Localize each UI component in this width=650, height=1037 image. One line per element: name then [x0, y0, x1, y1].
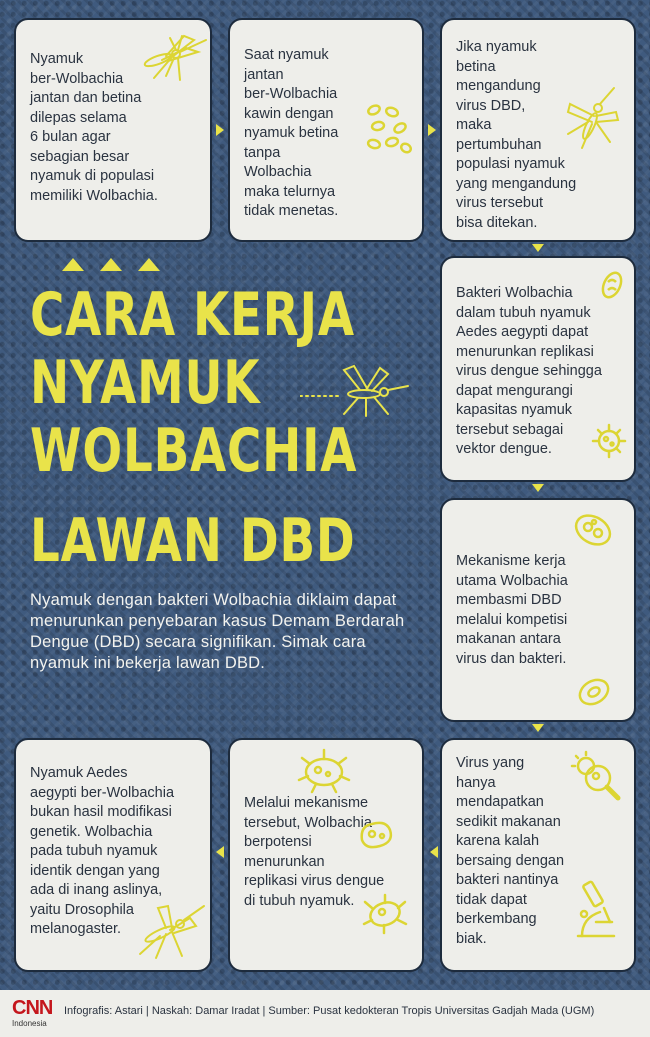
page-title-line-1: CARA KERJA	[30, 280, 355, 350]
step-card-5	[440, 498, 636, 722]
page-title-line-2: NYAMUK	[30, 348, 261, 418]
step-text-7: Melalui mekanisme tersebut, Wolbachia berpotensi menurunkan replikasi virus dengue di tubuh nyamuk.	[244, 795, 385, 909]
step-text-8: Nyamuk Aedes aegypti ber-Wolbachia bukan hasil modifikasi genetik. Wolbachia pada tubuh nyamuk identik dengan yang ada di inang aslinya, yaitu Drosophila melanogaster.	[30, 765, 175, 937]
decor-triangle	[100, 258, 122, 271]
step-text-6: Virus yang hanya mendapatkan sedikit makanan karena kalah bersaing dengan bakteri nantinya tidak dapat berkembang biak.	[456, 755, 565, 947]
mosquito-icon	[134, 900, 208, 960]
step-card-6	[440, 738, 636, 972]
magnifier-icon	[570, 750, 624, 804]
step-card-8	[14, 738, 212, 972]
credits-text: Infografis: Astari | Naskah: Damar Iradat | Sumber: Pusat kedokteran Tropis Universitas Gadjah Mada (UGM)	[64, 1005, 595, 1017]
eggs-icon	[364, 102, 414, 158]
flow-arrow-1	[216, 124, 224, 136]
bacteria-icon	[598, 268, 626, 302]
step-card-4	[440, 256, 636, 482]
flow-arrow-7	[216, 846, 224, 858]
step-card-1	[14, 18, 212, 242]
step-text-4: Bakteri Wolbachia dalam tubuh nyamuk Aedes aegypti dapat menurunkan replikasi virus dengue sehingga dapat mengurangi kapasitas nyamuk tersebut sebagai vektor dengue.	[456, 285, 602, 457]
flow-arrow-2	[428, 124, 436, 136]
page-title-line-4: LAWAN DBD	[30, 506, 356, 576]
flow-arrow-6	[430, 846, 438, 858]
step-card-7	[228, 738, 424, 972]
cnn-indonesia-logo: CNN Indonesia	[12, 997, 53, 1028]
footer-bar	[0, 990, 650, 1037]
flow-arrow-5	[532, 724, 544, 732]
decor-triangle	[138, 258, 160, 271]
step-text-5: Mekanisme kerja utama Wolbachia membasmi DBD melalui kompetisi makanan antara virus dan bakteri.	[456, 553, 568, 667]
mosquito-icon	[136, 30, 210, 86]
flow-arrow-4	[532, 484, 544, 492]
flow-arrow-3	[532, 244, 544, 252]
microscope-icon	[570, 878, 620, 944]
bacteria-icon	[576, 674, 612, 710]
step-card-3	[440, 18, 636, 242]
intro-paragraph: Nyamuk dengan bakteri Wolbachia diklaim dapat menurunkan penyebaran kasus Demam Berdarah Dengue (DBD) secara signifikan. Simak cara nyamuk ini bekerja lawan DBD.	[30, 591, 405, 672]
bacteria-icon	[572, 510, 614, 550]
mosquito-icon	[560, 82, 622, 156]
virus-icon	[296, 744, 352, 796]
decor-triangle	[62, 258, 84, 271]
bacteria-icon	[356, 816, 396, 852]
step-text-3: Jika nyamuk betina mengandung virus DBD, maka pertumbuhan populasi nyamuk yang mengandung virus tersebut bisa ditekan.	[456, 39, 577, 231]
page-title-line-3: WOLBACHIA	[30, 416, 358, 486]
step-card-2	[228, 18, 424, 242]
virus-icon	[360, 890, 410, 936]
step-text-2: Saat nyamuk jantan ber-Wolbachia kawin dengan nyamuk betina tanpa Wolbachia maka telurnya tidak menetas.	[244, 47, 339, 219]
virus-icon	[590, 422, 628, 460]
step-text-1: Nyamuk ber-Wolbachia jantan dan betina dilepas selama 6 bulan agar sebagian besar nyamuk di populasi memiliki Wolbachia.	[30, 51, 158, 204]
mosquito-flight-icon	[300, 362, 412, 420]
